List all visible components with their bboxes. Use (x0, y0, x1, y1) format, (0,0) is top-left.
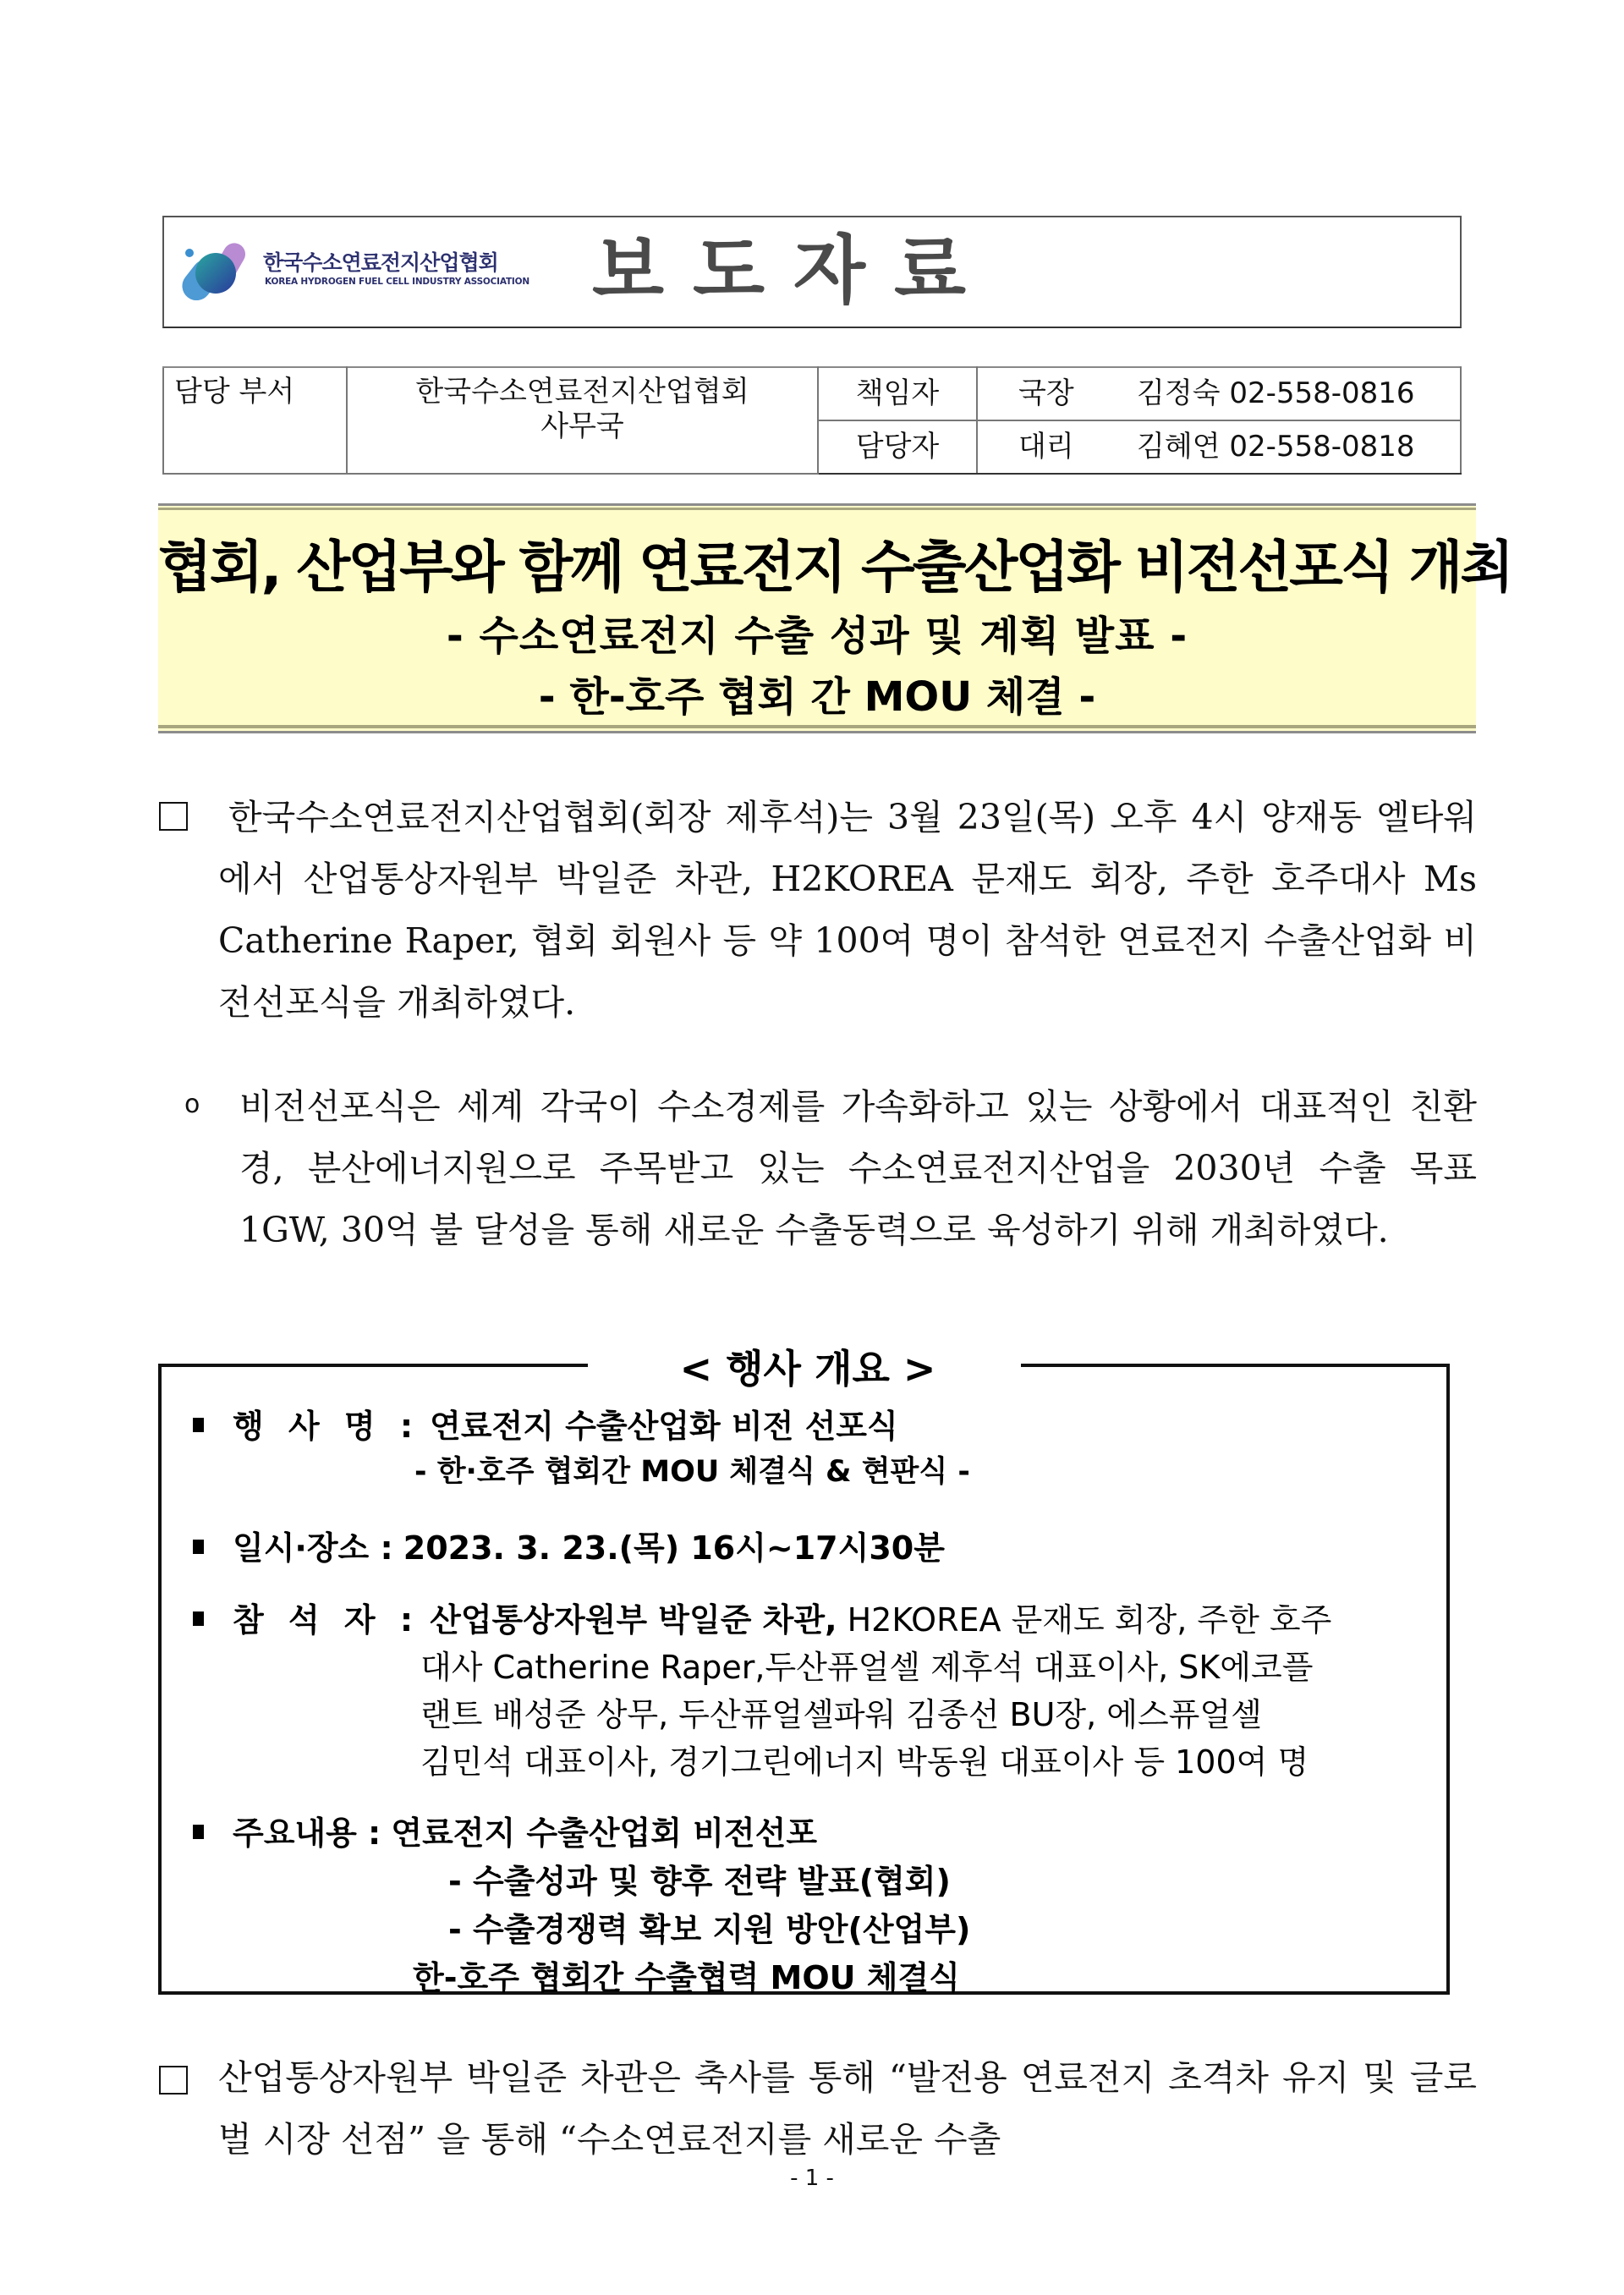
logo-name-korean: 한국수소연료전지산업협회 (263, 250, 498, 275)
press-release-title: 보도자료 (592, 227, 996, 314)
banner-rule (158, 725, 1476, 728)
person-name-phone: 김혜연 02-558-0818 (1137, 430, 1415, 464)
square-bullet-icon (193, 1825, 204, 1839)
contact-person (977, 367, 1461, 420)
dept-name-line1: 한국수소연료전지산업협회 (415, 375, 749, 409)
event-item-value: 연료전지 수출산업화 비전 선포식 (430, 1408, 898, 1445)
square-bullet-icon (193, 1611, 204, 1626)
logo-mark-icon (182, 241, 258, 300)
event-item-value-bold: 산업통상자원부 박일준 차관, (430, 1601, 837, 1639)
event-item-label: 일시·장소 : (233, 1529, 393, 1567)
body-paragraph: 비전선포식은 세계 각국이 수소경제를 가속화하고 있는 상황에서 대표적인 친환경, 분산에너지원으로 주목받고 있는 수소연료전지산업을 2030년 수출 목표 1GW, 30억 불 달성을 통해 새로운 수출동력으로 육성하기 위해 개최하였다. (239, 1086, 1477, 1250)
circle-bullet-icon: o (184, 1090, 200, 1119)
headline-banner (158, 503, 1512, 733)
event-item-label: 참 석 자 : (233, 1601, 420, 1639)
square-bullet-icon (159, 802, 188, 831)
association-logo (182, 241, 529, 300)
subheadline: - 한-호주 협회 간 MOU 체결 - (538, 673, 1096, 721)
banner-rule (158, 508, 1476, 510)
body-paragraph: 한국수소연료전지산업협회(회장 제후석)는 3월 23일(목) 오후 4시 양재동 엘타워에서 산업통상자원부 박일준 차관, H2KOREA 문재도 회장, 주한 호주대사 Ms Catherine Raper, 협회 회원사 등 약 100여 명이 참석한 연료전지 수출산업화 비전선포식을 개최하였다. (218, 797, 1477, 1023)
event-item-continuation: 대사 Catherine Raper,두산퓨얼셀 제후석 대표이사, SK에코플 (420, 1649, 1314, 1686)
event-item-continuation: 랜트 배성준 상무, 두산퓨얼셀파워 김종선 BU장, 에스퓨얼셀 (420, 1696, 1262, 1733)
event-item-continuation: 김민석 대표이사, 경기그린에너지 박동원 대표이사 등 100여 명 (420, 1743, 1309, 1781)
banner-rule (158, 503, 1476, 506)
banner-rule (158, 731, 1476, 733)
contact-table (162, 366, 1462, 475)
square-bullet-icon (193, 1418, 204, 1432)
headline: 협회, 산업부와 함께 연료전지 수출산업화 비전선포식 개최 (158, 535, 1512, 600)
event-item-value: 연료전지 수출산업회 비전선포 (391, 1815, 818, 1852)
square-bullet-icon (193, 1540, 204, 1554)
dept-name-line2: 사무국 (540, 409, 624, 443)
event-item-contents (233, 1807, 817, 1853)
event-item-attendees (233, 1594, 1331, 1640)
person-title: 대리 (1018, 430, 1074, 464)
page-number: - 1 - (790, 2166, 834, 2191)
square-bullet-icon (159, 2066, 188, 2095)
role-label: 책임자 (818, 367, 977, 420)
event-item-continuation: - 수출경쟁력 확보 지원 방안(산업부) (448, 1911, 971, 1948)
event-item-label: 행 사 명 : (233, 1408, 420, 1445)
event-item-continuation: 한-호주 협회간 수출협력 MOU 체결식 (413, 1959, 960, 1996)
event-item-name (233, 1400, 898, 1447)
logo-name-english: KOREA HYDROGEN FUEL CELL INDUSTRY ASSOCIATION (265, 277, 529, 287)
dept-label: 담당 부서 (163, 367, 347, 474)
event-overview-title: < 행사 개요 > (679, 1346, 936, 1392)
subheadline: - 수소연료전지 수출 성과 및 계획 발표 - (446, 612, 1188, 660)
event-item-value: H2KOREA 문재도 회장, 주한 호주 (837, 1601, 1332, 1639)
role-label: 담당자 (818, 420, 977, 474)
person-title: 국장 (1018, 376, 1074, 411)
event-item-value: 2023. 3. 23.(목) 16시~17시30분 (403, 1529, 945, 1567)
event-item-continuation: - 한·호주 협회간 MOU 체결식 & 현판식 - (414, 1455, 970, 1489)
event-item-continuation: - 수출성과 및 향후 전략 발표(협회) (448, 1863, 951, 1900)
event-item-datetime (233, 1522, 945, 1568)
body-paragraph: 산업통상자원부 박일준 차관은 축사를 통해 “발전용 연료전지 초격차 유지 및 글로벌 시장 선점” 을 통해 “수소연료전지를 새로운 수출 (218, 2057, 1477, 2160)
person-name-phone: 김정숙 02-558-0816 (1137, 376, 1415, 411)
dept-name (347, 367, 818, 474)
contact-row (163, 367, 1461, 420)
contact-person (977, 420, 1461, 474)
event-item-label: 주요내용 : (233, 1815, 381, 1852)
